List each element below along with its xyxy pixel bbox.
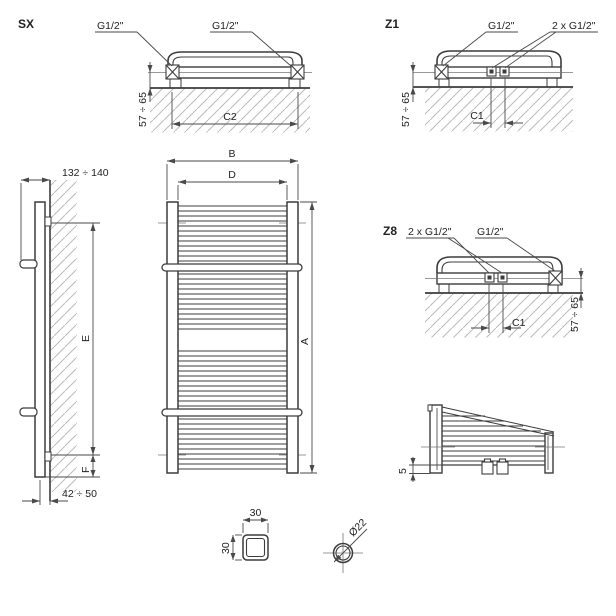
z8-top-view [375, 218, 615, 348]
round-diameter-text: Ø22 [346, 516, 370, 540]
side-view [10, 160, 145, 510]
z1-conn-end-label: G1/2" [488, 20, 515, 32]
towel-bars [162, 264, 302, 416]
wall-hatch [425, 294, 573, 338]
sx-conn-right-label: G1/2" [212, 20, 239, 32]
sx-top-view [10, 10, 310, 150]
side-e-text: E [80, 334, 92, 342]
front-b-text: B [228, 148, 236, 160]
dim-a [300, 202, 317, 473]
side-wall-to-axis-text: 42 ÷ 50 [62, 488, 97, 500]
z1-c1-text: C1 [470, 110, 484, 122]
sx-conn-left-label: G1/2" [97, 20, 124, 32]
z1-wall-distance-text: 57 ÷ 65 [400, 92, 412, 127]
z1-top-view [375, 10, 610, 150]
side-f-text: F [80, 466, 92, 473]
dim-d [178, 180, 287, 201]
sx-label: SX [18, 17, 35, 31]
z8-conn-center-label: 2 x G1/2" [408, 226, 452, 238]
sx-wall-distance-text: 57 ÷ 65 [137, 92, 149, 127]
bottom-view [395, 385, 615, 495]
front-d-text: D [228, 169, 236, 181]
square-profile-outline [243, 535, 268, 560]
towel-hook-bottom [20, 408, 37, 416]
dim-square-height [231, 535, 243, 560]
bottom-protrusion-text: 5 [397, 468, 409, 474]
towel-bar-top [162, 264, 302, 271]
wall-hatch [425, 88, 573, 132]
z1-label: Z1 [385, 17, 400, 31]
dim-square-width [243, 518, 268, 534]
z8-wall-distance-text: 57 ÷ 65 [569, 297, 581, 332]
radiator-collectors [167, 202, 298, 473]
side-depth-total-text: 132 ÷ 140 [62, 167, 109, 179]
z8-c1-text: C1 [512, 317, 526, 329]
radiator-side-outline [20, 202, 51, 477]
square-tube-profile [220, 500, 300, 578]
sx-c2-text: C2 [223, 111, 237, 123]
z8-conn-end-label: G1/2" [477, 226, 504, 238]
towel-bar-bottom [162, 409, 302, 416]
front-a-text: A [299, 337, 311, 345]
square-height-text: 30 [220, 542, 232, 554]
towel-hook-top [20, 260, 37, 268]
round-tube-profile [310, 505, 395, 580]
radiator-rungs [178, 206, 287, 469]
z8-label: Z8 [383, 224, 398, 238]
front-view [145, 140, 330, 485]
square-width-text: 30 [249, 507, 262, 519]
z1-conn-center-label: 2 x G1/2" [552, 20, 596, 32]
radiator-outline [168, 52, 302, 88]
wall-hatch [51, 180, 77, 492]
